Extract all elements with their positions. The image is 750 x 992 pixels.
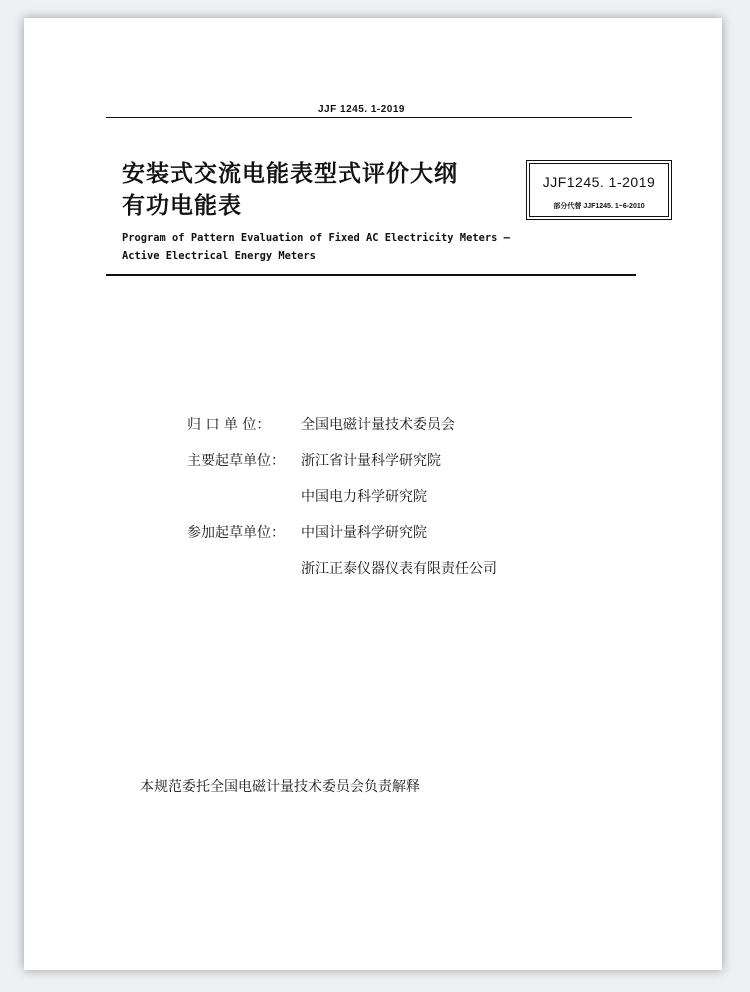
- title-chinese: [122, 158, 458, 222]
- unit-value: 浙江正泰仪器仪表有限责任公司: [301, 561, 497, 577]
- unit-row: [187, 521, 497, 557]
- unit-row: [187, 413, 497, 449]
- unit-label: 归 口 单 位：: [187, 417, 271, 433]
- title-rule: [106, 274, 636, 276]
- interpretation-note: 本规范委托全国电磁计量技术委员会负责解释: [140, 779, 420, 795]
- unit-row: [187, 557, 497, 593]
- title-chinese-line-1: 安装式交流电能表型式评价大纲: [122, 161, 458, 187]
- title-english-line-1: Program of Pattern Evaluation of Fixed AC Electricity Meters —: [122, 232, 510, 244]
- standard-number-box: [526, 160, 672, 220]
- replaces-note: 部分代替 JJF1245. 1~6-2010: [553, 203, 645, 210]
- title-english: [122, 229, 510, 265]
- drafting-units: [187, 413, 497, 593]
- unit-row: [187, 449, 497, 485]
- header-standard-code: JJF 1245. 1-2019: [318, 104, 405, 115]
- unit-label: 主要起草单位：: [187, 453, 285, 469]
- unit-value: 全国电磁计量技术委员会: [301, 417, 455, 433]
- title-chinese-line-2: 有功电能表: [122, 193, 242, 219]
- standard-number: JJF1245. 1-2019: [542, 174, 656, 190]
- unit-row: [187, 485, 497, 521]
- title-english-line-2: Active Electrical Energy Meters: [122, 250, 316, 262]
- unit-label: 参加起草单位：: [187, 525, 285, 541]
- unit-value: 中国电力科学研究院: [301, 489, 427, 505]
- unit-value: 中国计量科学研究院: [301, 525, 427, 541]
- unit-value: 浙江省计量科学研究院: [301, 453, 441, 469]
- header-rule: [106, 117, 632, 118]
